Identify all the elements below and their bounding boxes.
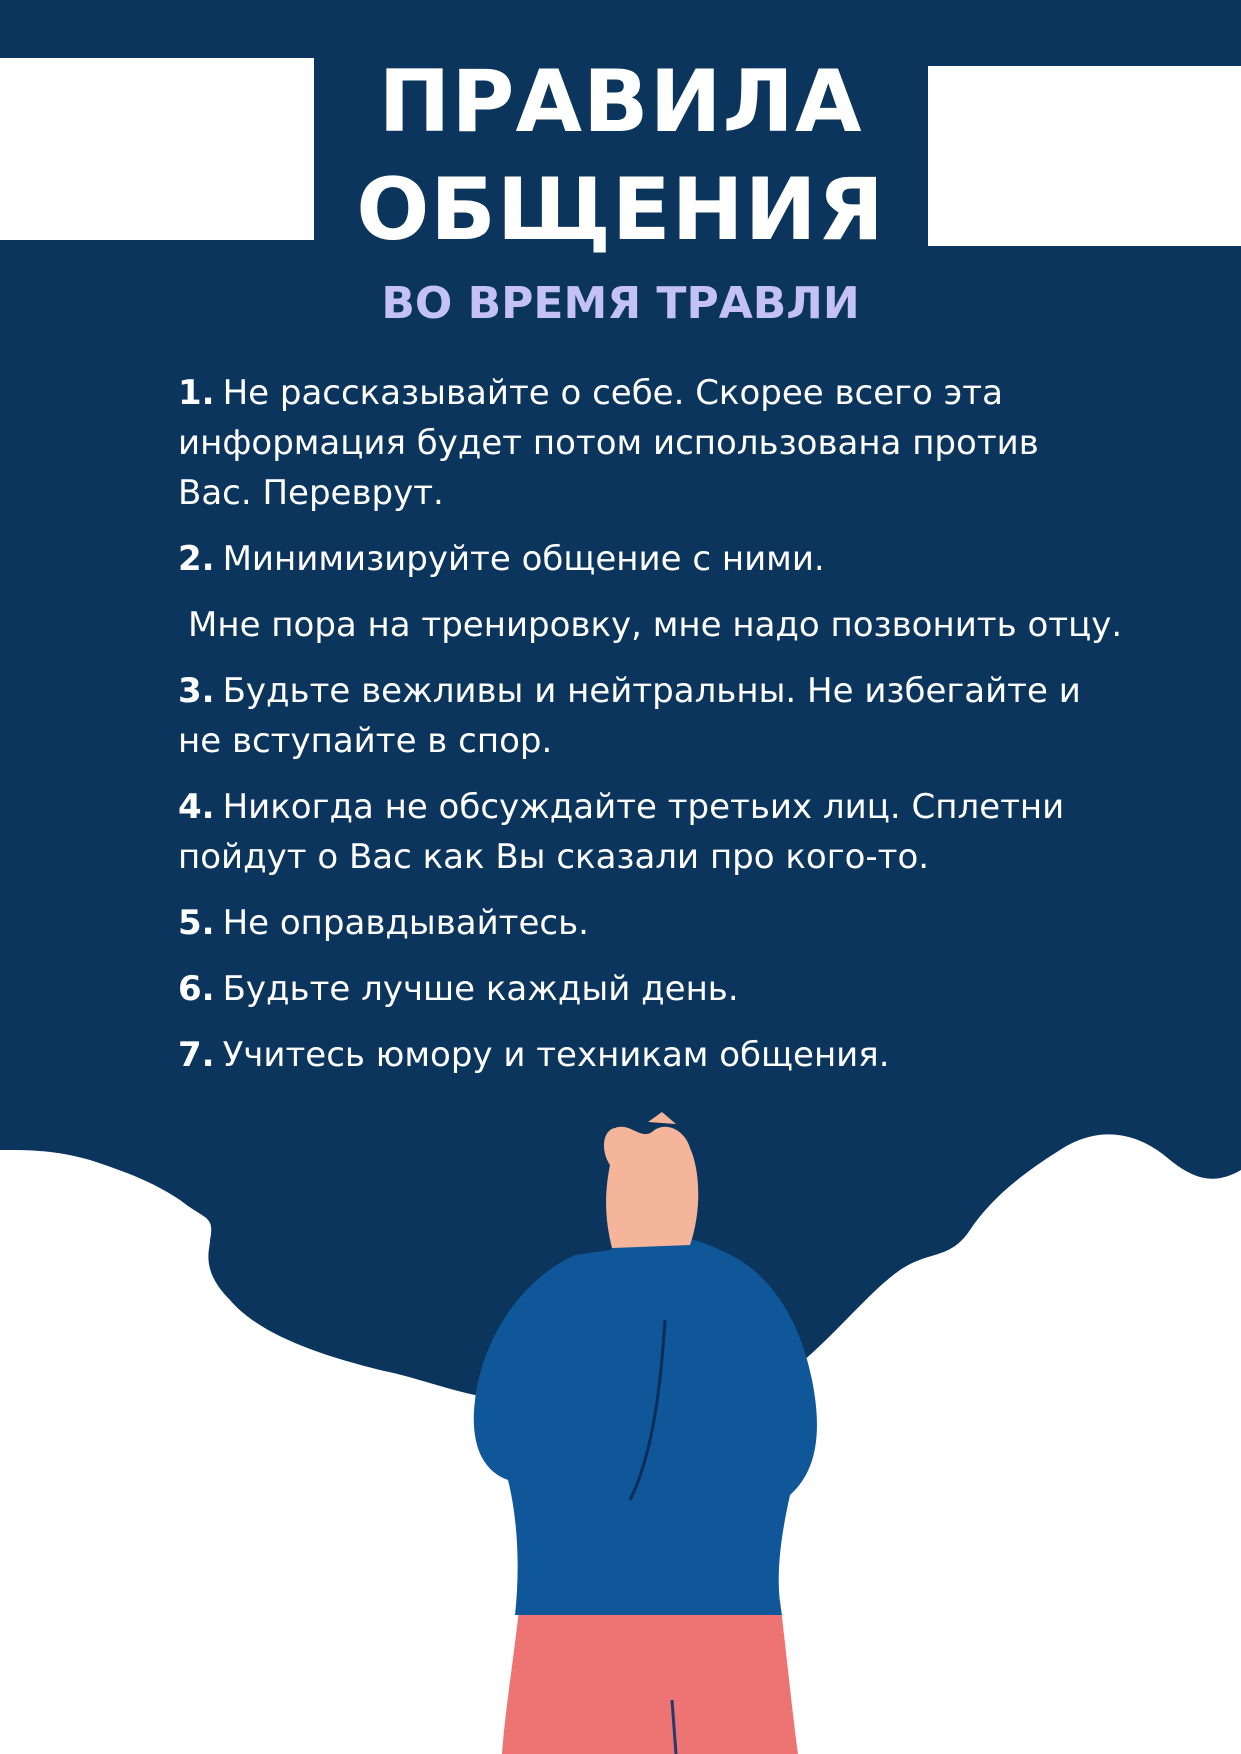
title-line-2: ОБЩЕНИЯ xyxy=(356,160,885,260)
rule-6 xyxy=(178,964,1238,1014)
rule-number: 1. xyxy=(178,373,215,413)
rule-text: Будьте лучше каждый день. xyxy=(222,969,739,1009)
rule-number: 2. xyxy=(178,539,215,579)
rule-number: 5. xyxy=(178,903,215,943)
rule-text: Учитесь юмору и техникам общения. xyxy=(222,1035,890,1075)
sweater-shape xyxy=(474,1235,817,1615)
rule-5 xyxy=(178,898,1238,948)
rule-3 xyxy=(178,666,1098,766)
rule-4 xyxy=(178,782,1138,882)
rules-list xyxy=(178,368,1238,1096)
subtitle: ВО ВРЕМЯ ТРАВЛИ xyxy=(381,278,860,329)
rule-text: Не рассказывайте о себе. Скорее всего эта информация будет потом использована против Вас. Переврут. xyxy=(178,373,1039,513)
rule-number: 7. xyxy=(178,1035,215,1075)
title-line-1: ПРАВИЛА xyxy=(378,52,863,152)
rule-text: Будьте вежливы и нейтральны. Не избегайте и не вступайте в спор. xyxy=(178,671,1081,761)
rule-text: Минимизируйте общение с ними. xyxy=(222,539,825,579)
rule-number: 3. xyxy=(178,671,215,711)
rule-text: Никогда не обсуждайте третьих лиц. Сплетни пойдут о Вас как Вы сказали про кого-то. xyxy=(178,787,1065,877)
rule-number: 6. xyxy=(178,969,215,1009)
rule-text: Не оправдывайтесь. xyxy=(222,903,589,943)
hands-shape xyxy=(604,1127,698,1248)
rule-2 xyxy=(178,534,1238,584)
rule-2-example: Мне пора на тренировку, мне надо позвонить отцу. xyxy=(188,605,1123,645)
pants-shape xyxy=(502,1600,798,1754)
rule-7 xyxy=(178,1030,1238,1080)
rule-1 xyxy=(178,368,1098,518)
rule-number: 4. xyxy=(178,787,215,827)
